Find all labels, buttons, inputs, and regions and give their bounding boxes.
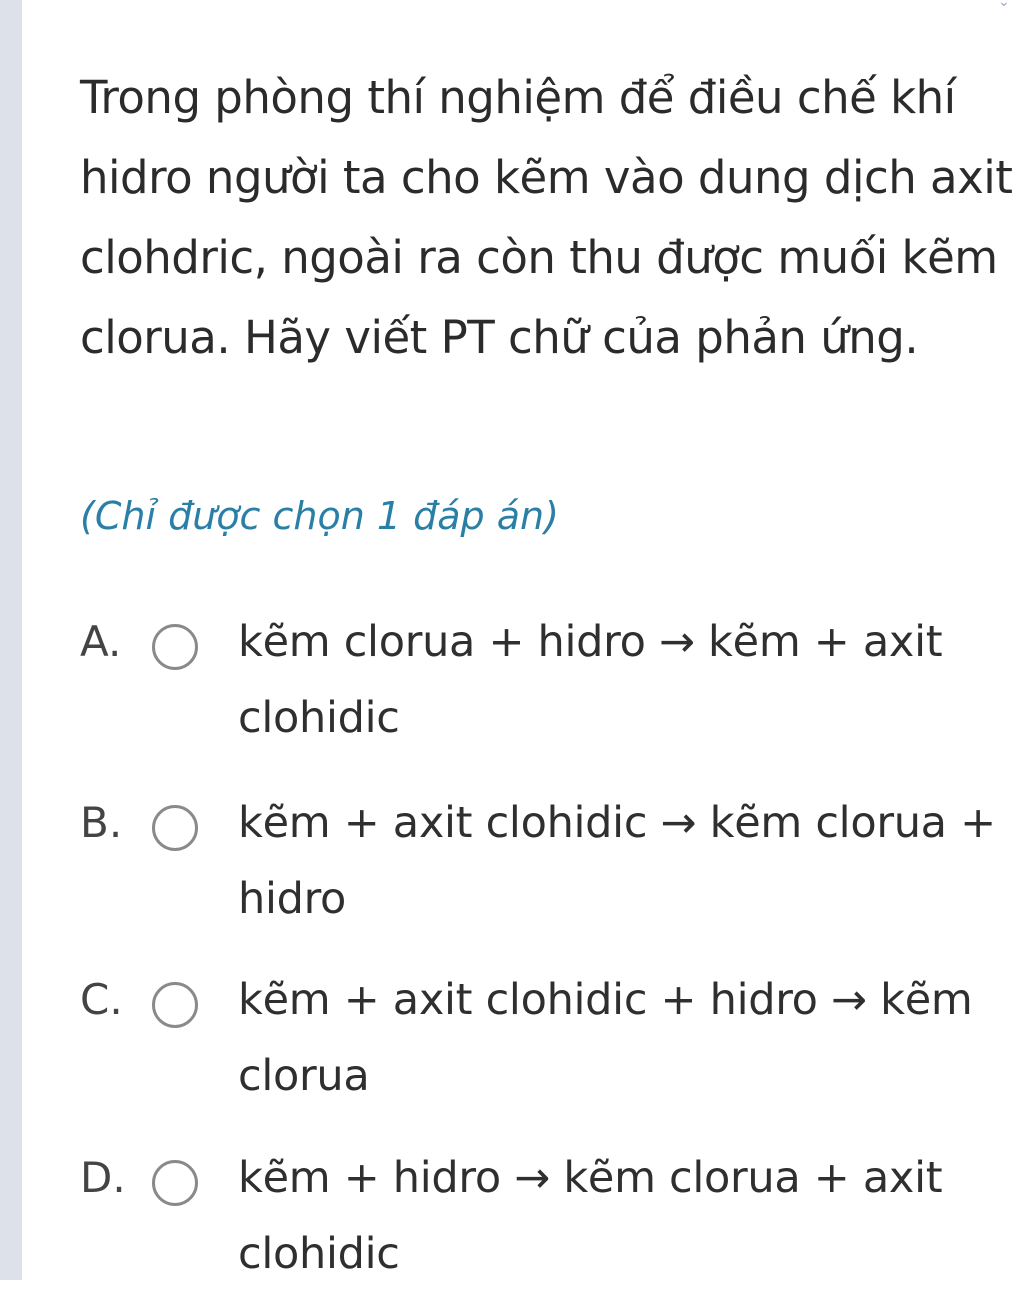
option-letter: C. bbox=[80, 975, 123, 1024]
option-text[interactable]: kẽm + axit clohidic + hidro → kẽm clorua bbox=[238, 975, 973, 1101]
option-letter: A. bbox=[80, 617, 122, 666]
option-text[interactable]: kẽm + hidro → kẽm clorua + axit clohidic bbox=[238, 1153, 943, 1279]
option-d[interactable] bbox=[80, 1140, 1024, 1310]
option-a[interactable] bbox=[80, 604, 1024, 774]
radio-button[interactable] bbox=[152, 624, 198, 670]
left-rail bbox=[0, 0, 22, 1280]
option-text[interactable]: kẽm + axit clohidic → kẽm clorua + hidro bbox=[238, 798, 996, 924]
question-text: Trong phòng thí nghiệm để điều chế khí hidro người ta cho kẽm vào dung dịch axit clohdric, ngoài ra còn thu được muối kẽm clorua. Hãy viết PT chữ của phản ứng. bbox=[80, 71, 1013, 364]
option-c[interactable] bbox=[80, 962, 1024, 1132]
option-text[interactable]: kẽm clorua + hidro → kẽm + axit clohidic bbox=[238, 617, 943, 743]
bookmark-icon[interactable]: ⌄ bbox=[998, 0, 1010, 10]
radio-button[interactable] bbox=[152, 805, 198, 851]
selection-instruction: (Chỉ được chọn 1 đáp án) bbox=[80, 494, 559, 538]
radio-button[interactable] bbox=[152, 982, 198, 1028]
option-b[interactable] bbox=[80, 785, 1024, 955]
question-card bbox=[22, 0, 1024, 1280]
option-letter: B. bbox=[80, 798, 123, 847]
option-letter: D. bbox=[80, 1153, 126, 1202]
radio-button[interactable] bbox=[152, 1160, 198, 1206]
question-number-partial bbox=[88, 0, 268, 8]
